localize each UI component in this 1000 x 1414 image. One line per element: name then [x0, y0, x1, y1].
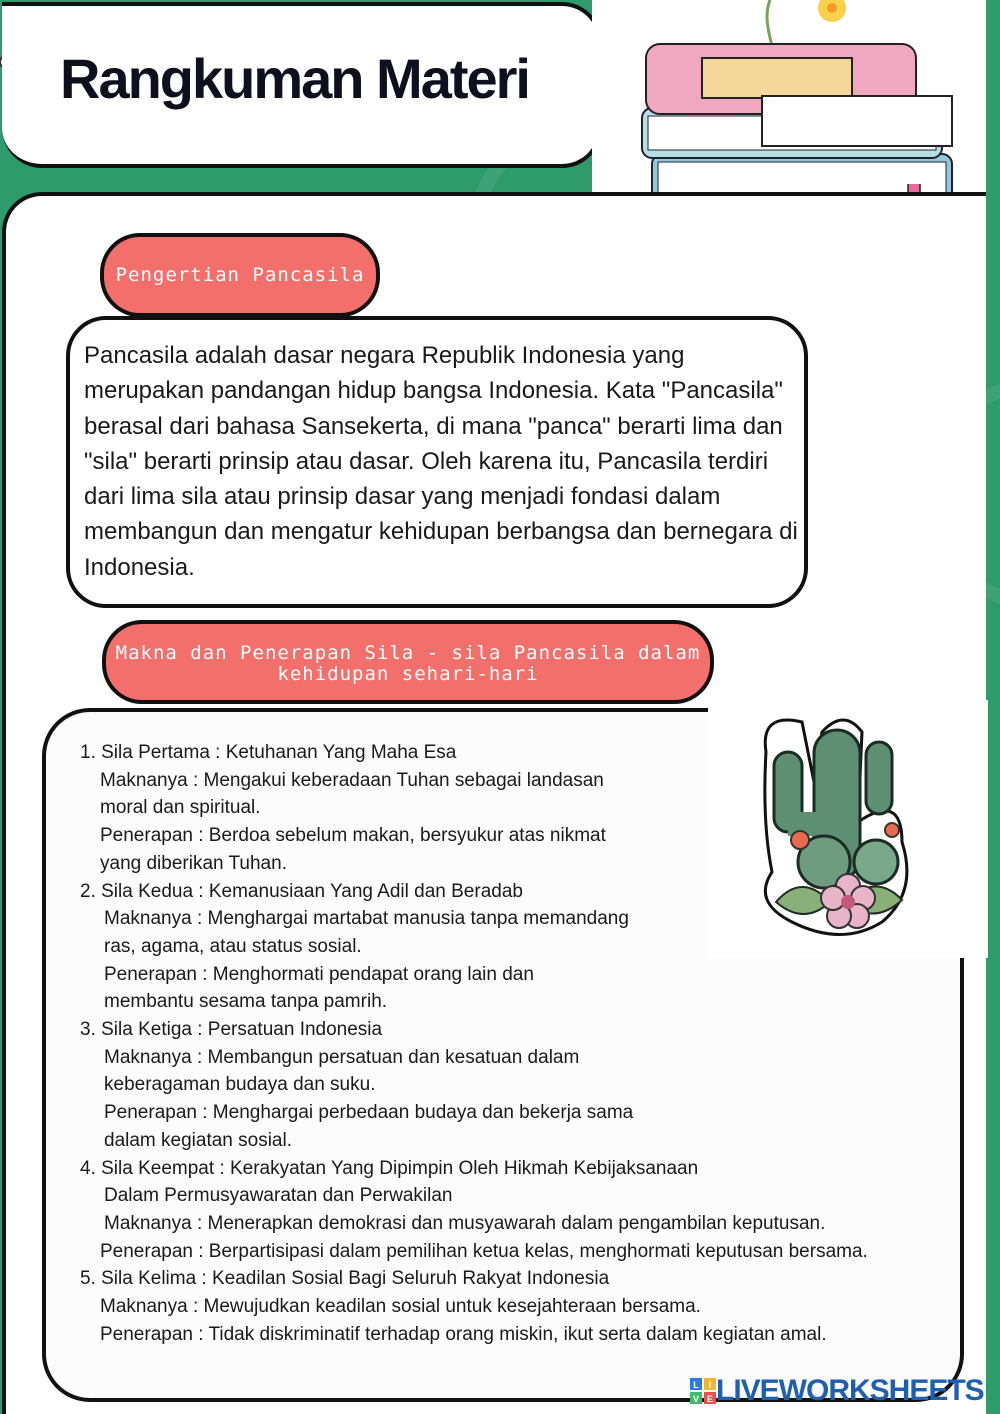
- list-item: Dalam Permusyawaratan dan Perwakilan: [104, 1185, 453, 1207]
- page-title: Rangkuman Materi: [60, 47, 529, 110]
- list-item: Maknanya : Membangun persatuan dan kesatuan dalam: [104, 1046, 580, 1068]
- list-item: 2. Sila Kedua : Kemanusiaan Yang Adil dan Beradab: [80, 880, 523, 902]
- logo-letter: E: [706, 1394, 714, 1404]
- brand-text: LIVEWORKSHEETS: [716, 1374, 984, 1407]
- list-item: 5. Sila Kelima : Keadilan Sosial Bagi Seluruh Rakyat Indonesia: [80, 1268, 610, 1290]
- list-item: ras, agama, atau status sosial.: [104, 935, 362, 957]
- list-item: membantu sesama tanpa pamrih.: [104, 991, 388, 1013]
- list-item: Penerapan : Berdoa sebelum makan, bersyukur atas nikmat: [100, 825, 606, 847]
- section-heading-makna: [102, 620, 714, 704]
- section-heading-line: kehidupan sehari-hari: [277, 663, 539, 685]
- list-item: Penerapan : Menghargai perbedaan budaya dan bekerja sama: [104, 1102, 634, 1124]
- definition-card: [66, 316, 808, 608]
- list-item: yang diberikan Tuhan.: [100, 852, 287, 874]
- list-item: Penerapan : Menghormati pendapat orang lain dan: [104, 963, 534, 985]
- definition-text: Pancasila adalah dasar negara Republik Indonesia yang merupakan pandangan hidup bangsa Indonesia. Kata "Pancasila" berasal dari bahasa Sansekerta, di mana "panca" berarti lima dan "sila" berarti prinsip atau dasar. Oleh karena itu, Pancasila terdiri dari lima sila atau prinsip dasar yang menjadi fondasi dalam membangun dan mengatur kehidupan berbangsa dan bernegara di Indonesia.: [84, 342, 798, 581]
- list-item: Maknanya : Menghargai martabat manusia tanpa memandang: [104, 908, 629, 930]
- list-item: 4. Sila Keempat : Kerakyatan Yang Dipimpin Oleh Hikmah Kebijaksanaan: [80, 1157, 699, 1179]
- list-item: 3. Sila Ketiga : Persatuan Indonesia: [80, 1019, 383, 1041]
- logo-letter: L: [693, 1380, 699, 1390]
- section-heading-line: Makna dan Penerapan Sila - sila Pancasila dalam: [115, 642, 701, 664]
- list-item: Maknanya : Mewujudkan keadilan sosial untuk kesejahteraan bersama.: [100, 1296, 701, 1318]
- sila-list: [80, 739, 960, 1348]
- list-item: 1. Sila Pertama : Ketuhanan Yang Maha Esa: [80, 742, 457, 763]
- list-item: Penerapan : Tidak diskriminatif terhadap orang miskin, ikut serta dalam kegiatan amal.: [100, 1323, 827, 1345]
- section-heading-pengertian: Pengertian Pancasila: [100, 233, 380, 317]
- list-item: Maknanya : Menerapkan demokrasi dan musyawarah dalam pengambilan keputusan.: [104, 1212, 826, 1234]
- list-item: keberagaman budaya dan suku.: [104, 1074, 376, 1096]
- liveworksheets-logo-icon: [690, 1378, 716, 1404]
- list-item: moral dan spiritual.: [100, 797, 261, 819]
- logo-letter: V: [692, 1394, 700, 1404]
- list-item: Maknanya : Mengakui keberadaan Tuhan sebagai landasan: [100, 769, 604, 791]
- list-item: Penerapan : Berpartisipasi dalam pemilihan ketua kelas, menghormati keputusan bersama.: [100, 1240, 868, 1262]
- liveworksheets-brand: [690, 1374, 984, 1408]
- logo-letter: I: [708, 1380, 712, 1390]
- list-item: dalam kegiatan sosial.: [104, 1129, 292, 1151]
